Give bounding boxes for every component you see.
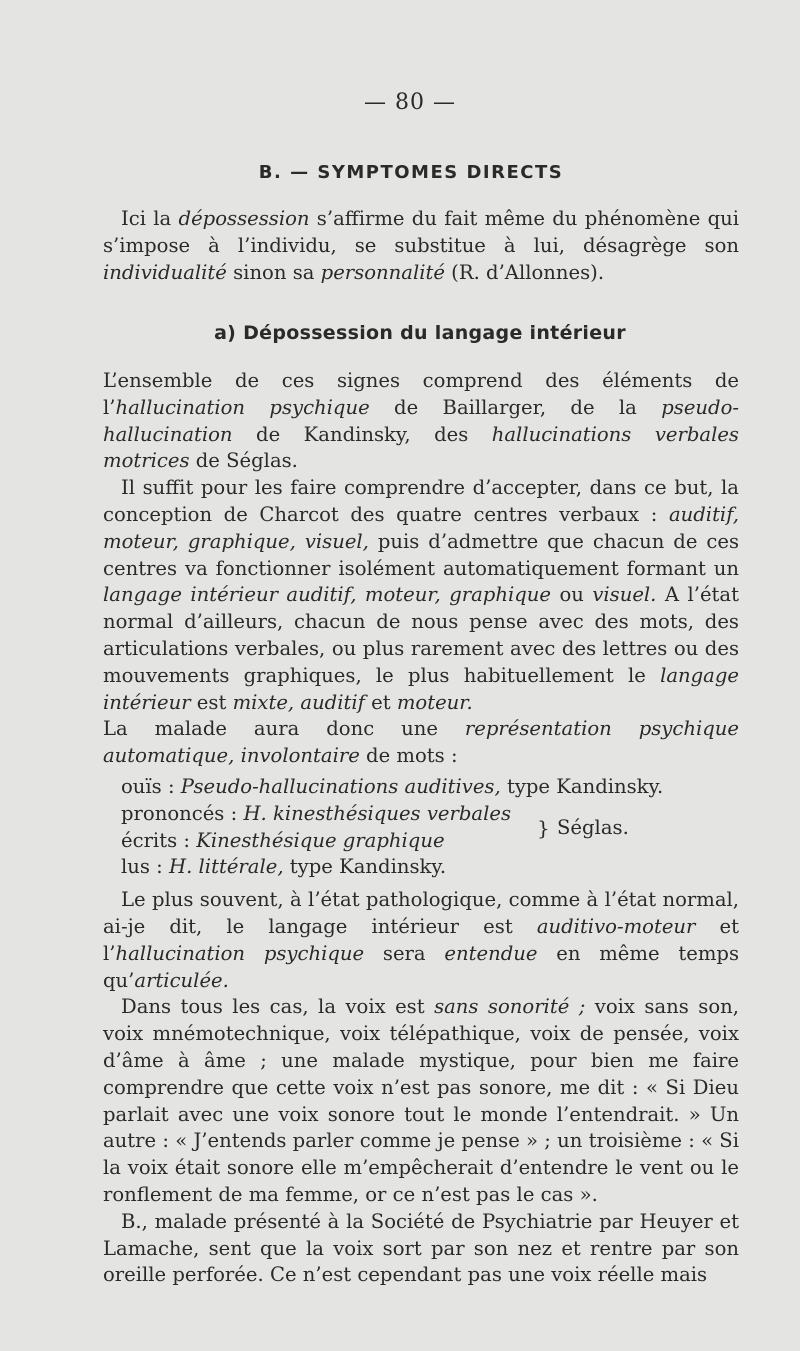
text: de Séglas.: [189, 449, 298, 473]
italic-text: H. kinesthésiques verbales: [243, 801, 512, 825]
italic-text: langage intérieur: [103, 663, 739, 714]
intro-paragraph: [103, 206, 739, 286]
italic-text: Pseudo-hallucinations auditives,: [180, 774, 501, 798]
text: de Baillarger, de la: [369, 395, 662, 419]
text: et l’: [103, 914, 740, 965]
italic-text: moteur.: [396, 690, 473, 714]
text: L’ensemble de ces signes comprend des éléments de l’: [103, 369, 739, 419]
italic-text: visuel.: [592, 583, 657, 607]
italic-text: auditif, moteur, graphique, visuel,: [103, 502, 739, 553]
word-types-list: [121, 774, 739, 881]
section-title: B. — SYMPTOMES DIRECTS: [258, 162, 564, 183]
text: Dans tous les cas, la voix est: [121, 995, 435, 1019]
list-item: [121, 774, 739, 801]
brace-label: Séglas.: [557, 815, 629, 839]
list-item: [121, 854, 739, 881]
text: Il suffit pour les faire comprendre d’accepter, dans ce but, la conception de Charcot des quatre centres verbaux :: [103, 476, 739, 526]
text: ou: [551, 583, 593, 607]
paragraph-5: [103, 994, 739, 1208]
text: est: [190, 690, 233, 714]
list-item: [121, 801, 739, 828]
italic-text: personnalité: [320, 260, 445, 284]
text: type Kandinsky.: [283, 855, 447, 879]
text: écrits :: [121, 828, 197, 852]
italic-text: hallucination psychique: [115, 941, 365, 965]
italic-text: entendue: [444, 941, 538, 965]
italic-text: dépossession: [178, 207, 310, 230]
italic-text: individualité: [103, 260, 227, 284]
text: de Kandinsky, des: [232, 422, 492, 446]
text: type Kandinsky.: [500, 774, 664, 798]
text: prononcés :: [121, 801, 244, 825]
italic-text: H. littérale,: [169, 855, 284, 879]
subsection-title: a) Dépossession du langage intérieur: [214, 322, 626, 344]
italic-text: hallucination psychique: [115, 395, 370, 419]
text: sera: [364, 941, 445, 965]
text: puis d’admettre que chacun de ces centres va fonctionner isolément automatiquement formant un: [103, 529, 739, 580]
text: La malade aura donc une: [103, 717, 465, 741]
text: de mots :: [359, 744, 458, 768]
text: voix sans son, voix mnémotechnique, voix télépathique, voix de pensée, voix d’âme à âme ; une malade mystique, pour bien me faire comprendre que cette voix n’est pas sonore, me dit : « Si Dieu parlait avec une voix sonore tout le monde l’entendrait. » Un autre : « J’entends parler comme je pense » ; un troisième : « Si la voix était sonore elle m’empêcherait d’entendre le vent ou le ronflement de ma femme, or ce n’est pas le cas ».: [103, 995, 739, 1206]
paragraph-6: B., malade présenté à la Société de Psychiatrie par Heuyer et Lamache, sent que la voix sort par son nez et rentre par son oreille perforée. Ce n’est cependant pas une voix réelle mais: [103, 1209, 739, 1287]
main-text-block: [103, 368, 739, 1289]
text: Le plus souvent, à l’état pathologique, comme à l’état normal, ai-je dit, le langage intérieur est: [103, 888, 739, 938]
text: sinon sa: [226, 260, 321, 284]
text: en même temps qu’: [103, 941, 739, 992]
text: ouïs :: [121, 774, 181, 798]
italic-text: auditivo-moteur: [536, 914, 696, 938]
paragraph-4: [103, 887, 739, 994]
paragraph-2: [103, 475, 739, 716]
text: et: [364, 690, 397, 714]
italic-text: pseudo-hallucination: [103, 395, 739, 446]
intro-block: [103, 206, 739, 286]
italic-text: langage intérieur auditif, moteur, graphique: [103, 583, 551, 607]
italic-text: mixte, auditif: [232, 690, 365, 714]
italic-text: Kinesthésique graphique: [196, 828, 445, 852]
italic-text: représentation psychique automatique, involontaire: [103, 717, 739, 768]
italic-text: sans sonorité ;: [434, 995, 586, 1019]
italic-text: hallucinations verbales motrices: [103, 422, 739, 473]
text: s’affirme du fait même du phénomène qui s’impose à l’individu, se substitue à lui, désagrège son: [103, 207, 740, 257]
paragraph-3: [103, 716, 739, 770]
paragraph-1: [103, 368, 739, 475]
text: Ici la: [121, 207, 179, 230]
brace-icon: }: [537, 815, 550, 840]
page-number: — 80 —: [364, 90, 456, 115]
text: lus :: [121, 855, 169, 879]
italic-text: articulée.: [134, 968, 229, 992]
text: A l’état normal d’ailleurs, chacun de nous pense avec des mots, des articulations verbales, ou plus rarement avec des lettres ou des mouvements graphiques, le plus habituellement le: [103, 583, 739, 687]
seglas-group: [121, 801, 739, 855]
text: (R. d’Allonnes).: [444, 260, 605, 284]
list-item: [121, 828, 739, 855]
